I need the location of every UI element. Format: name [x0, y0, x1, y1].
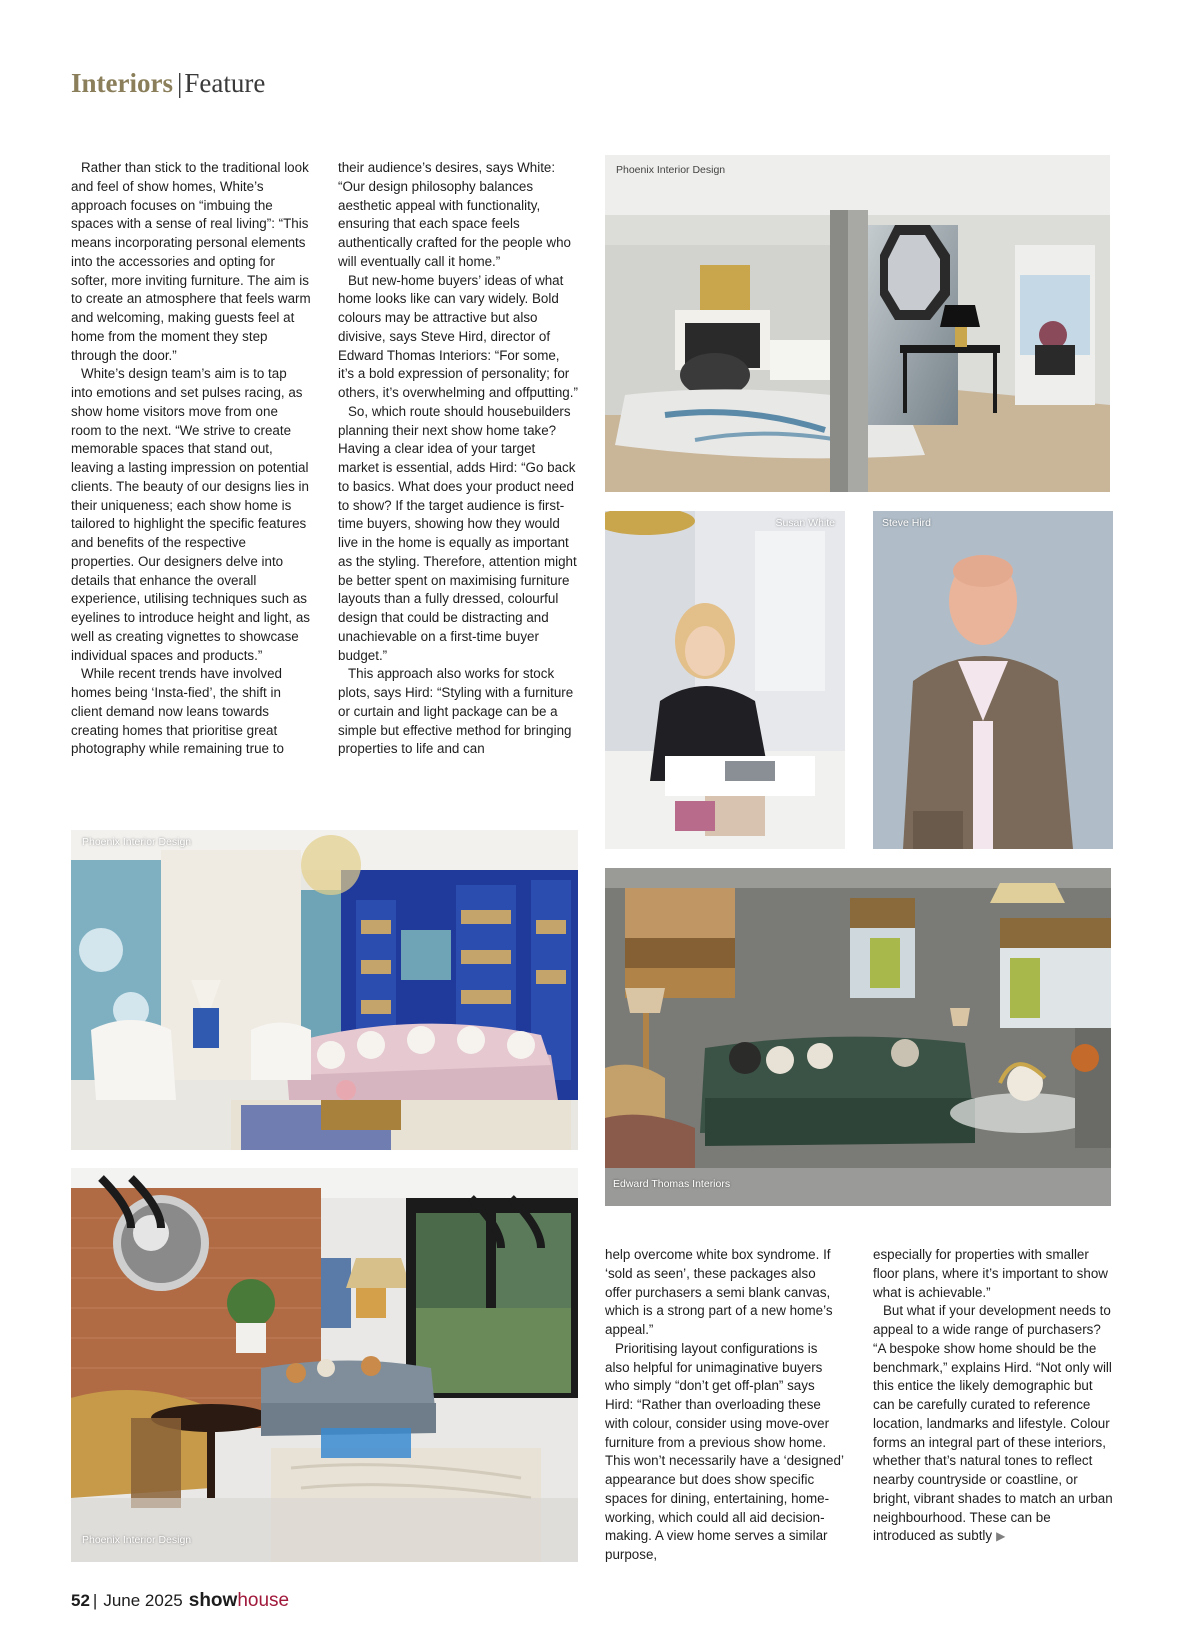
brand-logo-light: house: [237, 1590, 290, 1611]
steve-hird-portrait: [873, 511, 1113, 849]
photo-credit: Steve Hird: [882, 517, 932, 529]
library-lounge-photo: [71, 830, 578, 1150]
open-plan-living-photo: [71, 1168, 578, 1562]
green-sofa-lounge-photo: [605, 868, 1111, 1206]
triangle-right-icon: ▶: [996, 1529, 1006, 1544]
article-column-4: [873, 1246, 1113, 1546]
photo-credit: Phoenix Interior Design: [82, 1534, 192, 1546]
article-column-2: [338, 159, 578, 759]
photo-credit: Edward Thomas Interiors: [613, 1178, 731, 1190]
paragraph: [873, 1302, 1113, 1546]
living-illustration: [71, 1168, 578, 1562]
hallway-photo: [605, 155, 1110, 492]
footer-separator: |: [92, 1591, 98, 1610]
lounge-illustration: [605, 868, 1111, 1206]
section-header: [71, 70, 265, 97]
article-column-3: [605, 1246, 845, 1565]
section-label: Interiors: [71, 68, 173, 98]
paragraph: Prioritising layout configurations is also helpful for unimaginative buyers who simply “don’t get off-plan” says Hird: “Rather than overloading these with colour, consider using move-over furniture from a previous show home. This won’t necessarily have a ‘designed’ appearance but does show specific spaces for dining, entertaining, home-working, which could all aid decision-making. A view home serves a similar purpose,: [605, 1340, 844, 1562]
article-column-1: [71, 159, 311, 759]
hallway-illustration: [605, 155, 1110, 492]
header-separator: |: [176, 68, 183, 98]
paragraph: especially for properties with smaller floor plans, where it’s important to show what is achievable.”: [873, 1247, 1108, 1300]
paragraph: their audience’s desires, says White: “Our design philosophy balances aesthetic appeal with functionality, ensuring that each space feels authentically crafted for the people who will eventually call it home.”: [338, 160, 571, 269]
photo-credit: Phoenix Interior Design: [616, 164, 726, 176]
paragraph: While recent trends have involved homes being ‘Insta-fied’, the shift in client demand now leans towards creating homes that prioritise great photography while remaining true to: [71, 666, 284, 757]
portrait-illustration: [605, 511, 845, 849]
issue-date: June 2025: [103, 1591, 183, 1610]
paragraph-text: But what if your development needs to appeal to a wide range of purchasers? “A bespoke show home should be the benchmark,” explains Hird. “Not only will this entice the likely demographic but can be carefully curated to reference location, landmarks and lifestyle. Colour forms an integral part of these interiors, whether that’s natural tones to reflect nearby countryside or coastline, or bright, vibrant shades to match an urban neighbourhood. These can be introduced as subtly: [873, 1303, 1113, 1544]
susan-white-portrait: [605, 511, 845, 849]
paragraph: Rather than stick to the traditional look and feel of show homes, White’s approach focuses on “imbuing the spaces with a sense of real living”: “This means incorporating personal elements into the accessories and opting for softer, more inviting furniture. The aim is to create an atmosphere that feels warm and welcoming, making guests feel at home from the moment they step through the door.”: [71, 160, 311, 363]
paragraph: So, which route should housebuilders planning their next show home take? Having a clear idea of your target market is essential, adds Hird: “Go back to basics. What does your product need to show? If the target audience is first-time buyers, showing how they would live in the home is equally as important as the styling. Therefore, attention might be better spent on maximising furniture layouts than a fully dressed, colourful design that could be distracting and unachievable on a first-time buyer budget.”: [338, 403, 577, 663]
page-number: 52: [71, 1591, 90, 1610]
paragraph: help overcome white box syndrome. If ‘sold as seen’, these packages also offer purchasers a semi blank canvas, which is a strong part of a new home’s appeal.”: [605, 1247, 833, 1337]
paragraph: But new-home buyers’ ideas of what home looks like can vary widely. Bold colours may be attractive but also divisive, says Steve Hird, director of Edward Thomas Interiors: “For some, it’s a bold expression of personality; for others, it’s overwhelming and offputting.”: [338, 272, 578, 400]
library-illustration: [71, 830, 578, 1150]
paragraph: White’s design team’s aim is to tap into emotions and set pulses racing, as show home visitors move from one room to the next. “We strive to create memorable spaces that stand out, leaving a lasting impression on potential clients. The beauty of our designs lies in their uniqueness; each show home is tailored to highlight the specific features and benefits of the respective properties. Our designers delve into details that enhance the overall experience, utilising techniques such as eyelines to introduce height and light, as well as creating vignettes to showcase individual spaces and products.”: [71, 366, 310, 663]
brand-logo-bold: show: [188, 1590, 238, 1611]
page-footer: [71, 1590, 289, 1612]
paragraph: This approach also works for stock plots, says Hird: “Styling with a furniture or curtain and light package can be a simple but effective method for bringing properties to life and can: [338, 666, 574, 757]
photo-credit: Susan White: [775, 517, 835, 529]
photo-credit: Phoenix Interior Design: [82, 836, 192, 848]
portrait-illustration: [873, 511, 1113, 849]
section-kind: Feature: [184, 68, 266, 98]
